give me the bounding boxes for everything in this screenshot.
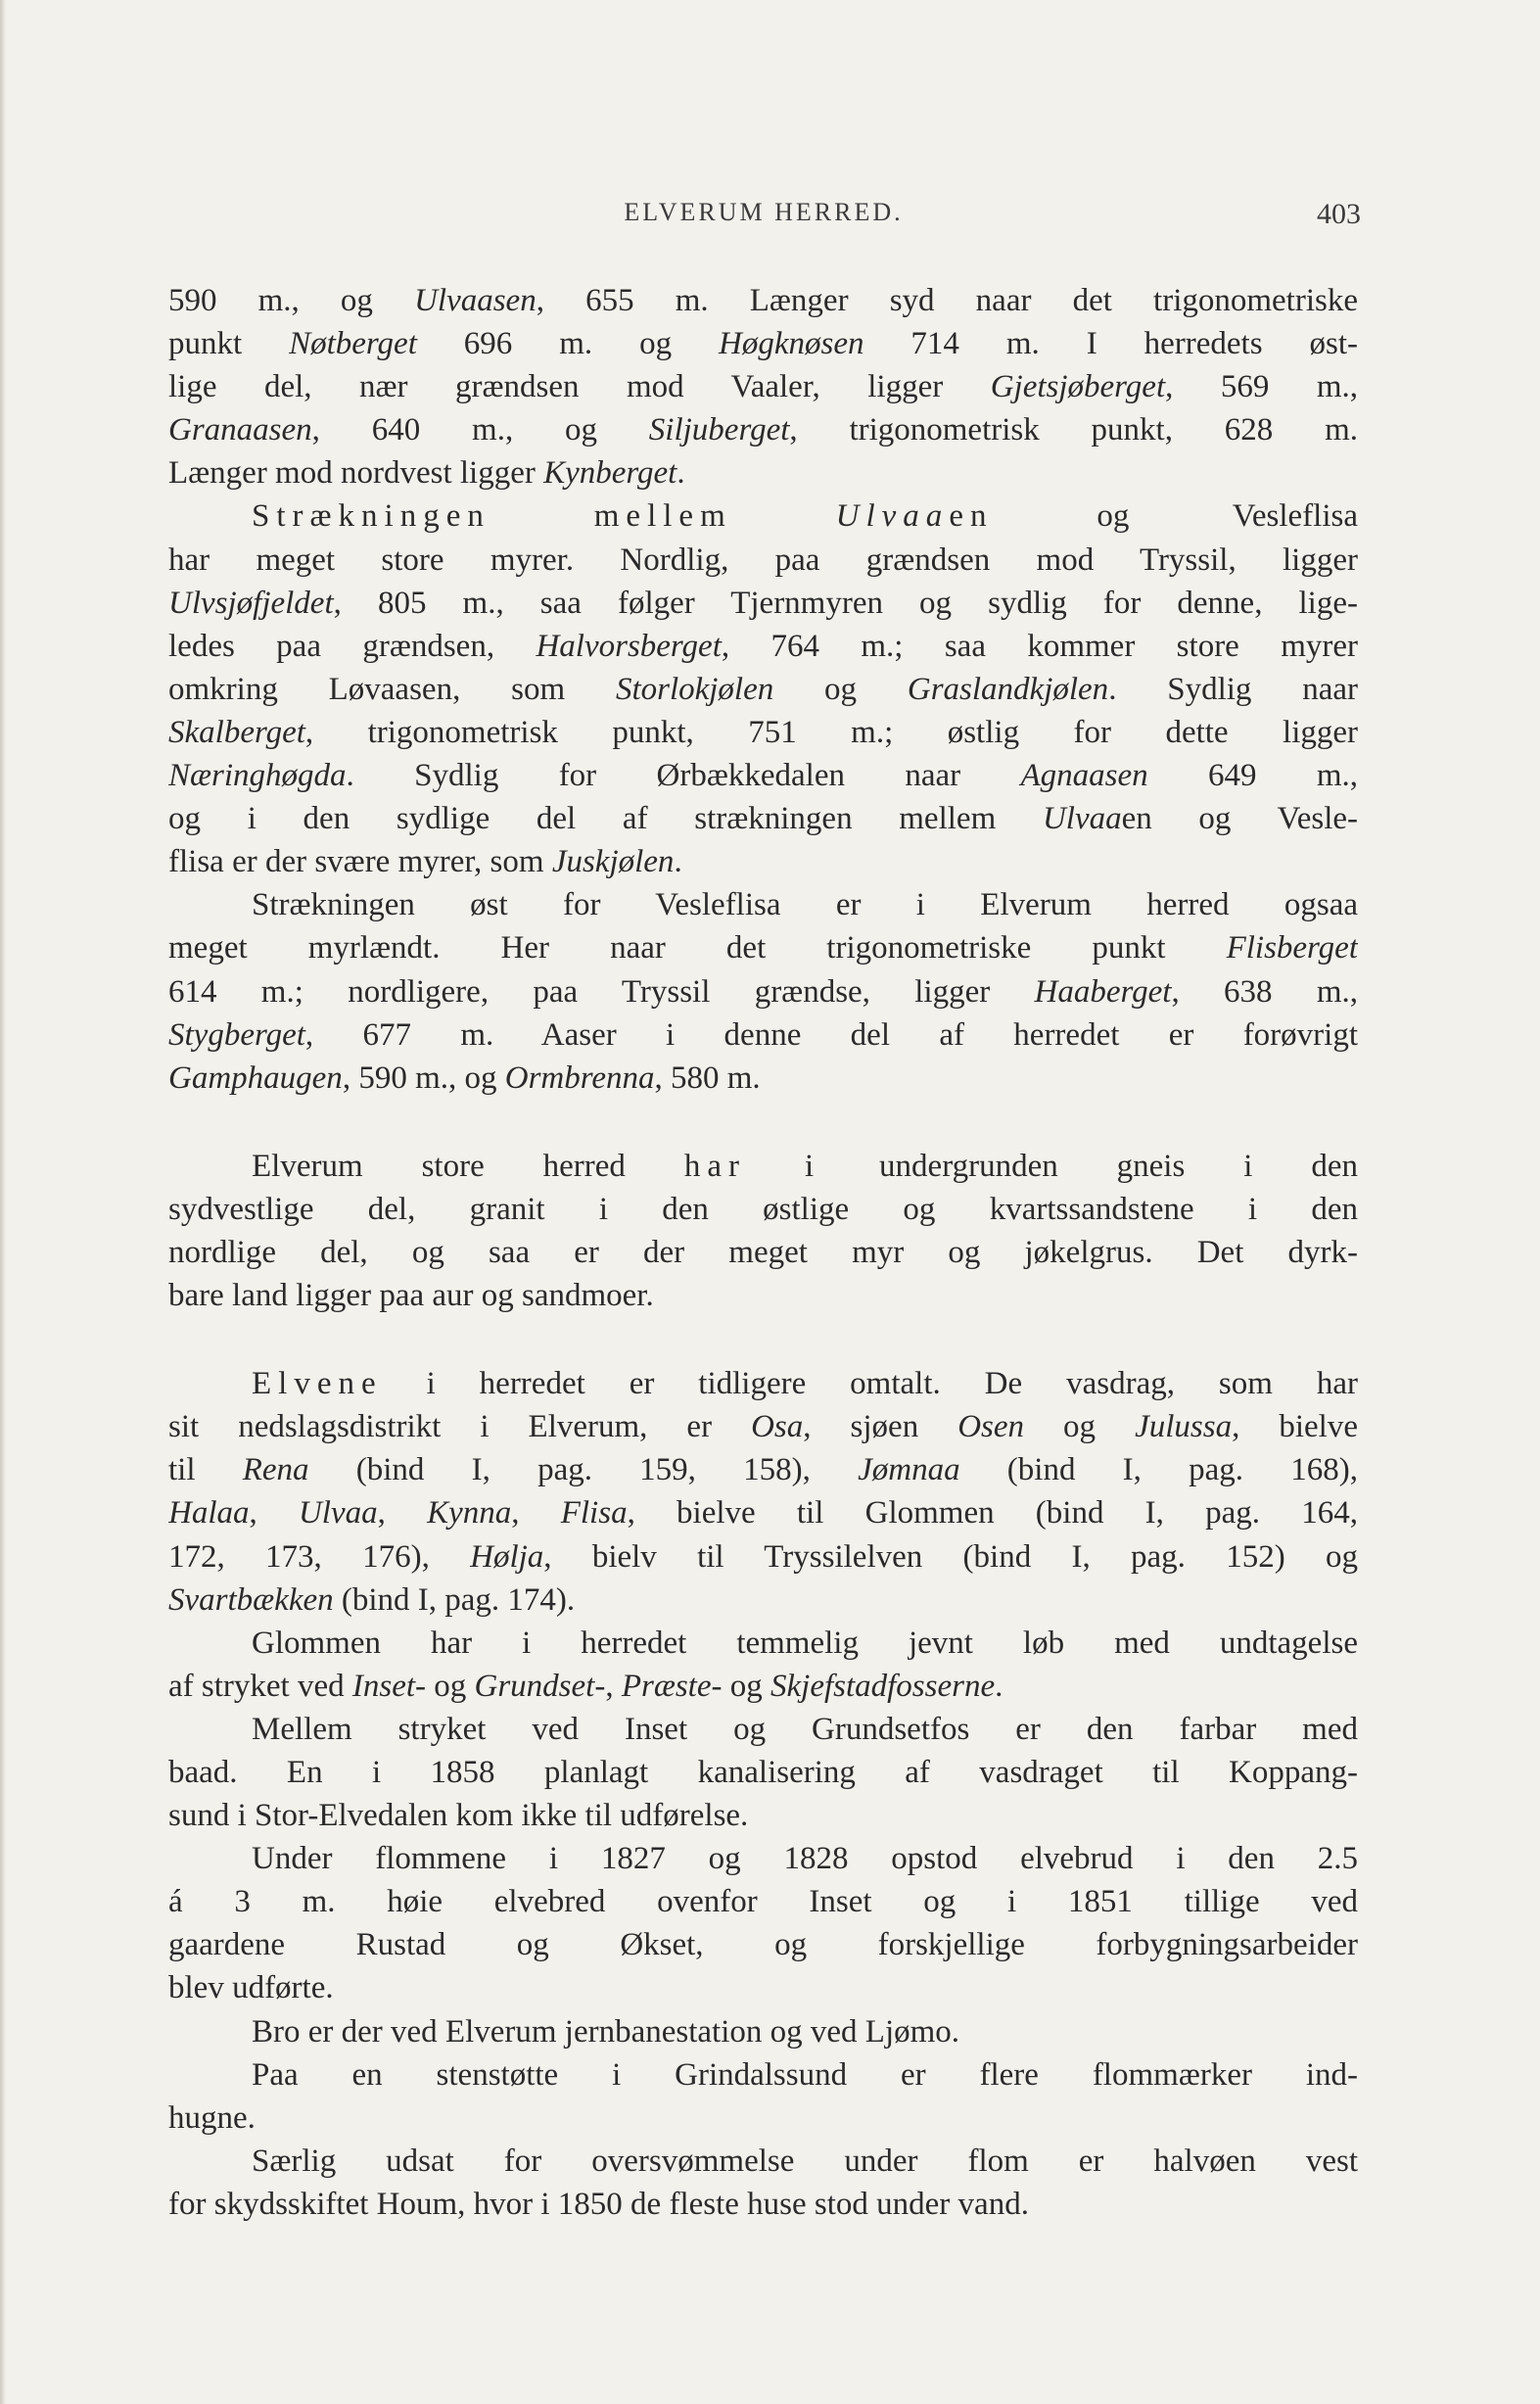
text-line: sit nedslagsdistrikt i Elverum, er Osa, sjøen Osen og Julussa, bielve	[168, 1409, 1358, 1445]
running-title: ELVERUM HERRED.	[624, 198, 904, 226]
text-line: Ulvsjøfjeldet, 805 m., saa følger Tjernmyren og sydlig for denne, lige-	[168, 585, 1358, 621]
running-header	[166, 198, 1361, 237]
text-line: meget myrlændt. Her naar det trigonometriske punkt Flisberget	[168, 930, 1358, 966]
page-edge-shadow	[0, 0, 6, 2404]
text-line: flisa er der svære myrer, som Juskjølen.	[168, 844, 682, 880]
text-line: omkring Løvaasen, som Storlokjølen og Graslandkjølen. Sydlig naar	[168, 671, 1358, 707]
text-line: Bro er der ved Elverum jernbanestation og ved Ljømo.	[252, 2013, 960, 2050]
text-line: Glommen har i herredet temmelig jevnt løb med undtagelse	[252, 1625, 1358, 1661]
text-line: 614 m.; nordligere, paa Tryssil grændse, ligger Haaberget, 638 m.,	[168, 973, 1358, 1010]
text-line: 172, 173, 176), Hølja, bielv til Tryssilelven (bind I, pag. 152) og	[168, 1538, 1358, 1575]
text-line: til Rena (bind I, pag. 159, 158), Jømnaa (bind I, pag. 168),	[168, 1452, 1358, 1488]
text-line: ledes paa grændsen, Halvorsberget, 764 m.; saa kommer store myrer	[168, 628, 1358, 664]
text-line: Gamphaugen, 590 m., og Ormbrenna, 580 m.	[168, 1060, 761, 1096]
text-line: Svartbækken (bind I, pag. 174).	[168, 1581, 576, 1618]
text-line: sydvestlige del, granit i den østlige og kvartssandstene i den	[168, 1191, 1358, 1227]
text-line: sund i Stor-Elvedalen kom ikke til udførelse.	[168, 1798, 749, 1834]
page-number: 403	[1317, 198, 1361, 230]
text-line: Elvene i herredet er tidligere omtalt. De vasdrag, som har	[252, 1366, 1358, 1402]
paragraph-gap	[168, 1100, 1358, 1145]
text-line: Længer mod nordvest ligger Kynberget.	[168, 455, 685, 492]
text-line: Skalberget, trigonometrisk punkt, 751 m.; østlig for dette ligger	[168, 714, 1358, 750]
text-line: Elverum store herred har i undergrunden gneis i den	[252, 1148, 1358, 1184]
text-line: Mellem stryket ved Inset og Grundsetfos er den farbar med	[252, 1711, 1358, 1747]
text-line: gaardene Rustad og Økset, og forskjellige forbygningsarbeider	[168, 1927, 1358, 1963]
text-line: Næringhøgda. Sydlig for Ørbækkedalen naar Agnaasen 649 m.,	[168, 758, 1358, 794]
text-line: Paa en stenstøtte i Grindalssund er flere flommærker ind-	[252, 2056, 1358, 2093]
text-line: 590 m., og Ulvaasen, 655 m. Længer syd naar det trigonometriske	[168, 283, 1358, 318]
text-line: Granaasen, 640 m., og Siljuberget, trigonometrisk punkt, 628 m.	[168, 412, 1358, 448]
text-line: Under flommene i 1827 og 1828 opstod elvebrud i den 2.5	[252, 1841, 1358, 1877]
text-line: Strækningen øst for Vesleflisa er i Elverum herred ogsaa	[252, 887, 1358, 923]
body-text	[168, 279, 1358, 2226]
text-line: Strækningen mellem Ulvaaen og Vesleflisa	[252, 498, 1358, 535]
text-line: punkt Nøtberget 696 m. og Høgknøsen 714 m. I herredets øst-	[168, 326, 1358, 362]
text-line: á 3 m. høie elvebred ovenfor Inset og i 1851 tillige ved	[168, 1884, 1358, 1920]
text-line: Stygberget, 677 m. Aaser i denne del af herredet er forøvrigt	[168, 1016, 1358, 1053]
text-line: for skydsskiftet Houm, hvor i 1850 de fleste huse stod under vand.	[168, 2186, 1029, 2222]
text-line: af stryket ved Inset- og Grundset-, Præste- og Skjefstadfosserne.	[168, 1668, 1003, 1704]
text-line: har meget store myrer. Nordlig, paa grændsen mod Tryssil, ligger	[168, 542, 1358, 578]
text-line: lige del, nær grændsen mod Vaaler, ligger Gjetsjøberget, 569 m.,	[168, 369, 1358, 405]
text-line: blev udførte.	[168, 1970, 334, 2006]
text-line: Særlig udsat for oversvømmelse under flom er halvøen vest	[252, 2143, 1358, 2179]
text-line: hugne.	[168, 2099, 256, 2136]
text-line: nordlige del, og saa er der meget myr og jøkelgrus. Det dyrk-	[168, 1234, 1358, 1270]
text-line: Halaa, Ulvaa, Kynna, Flisa, bielve til Glommen (bind I, pag. 164,	[168, 1495, 1358, 1532]
paragraph-gap	[168, 1317, 1358, 1362]
text-line: bare land ligger paa aur og sandmoer.	[168, 1278, 654, 1314]
text-line: baad. En i 1858 planlagt kanalisering af vasdraget til Koppang-	[168, 1755, 1358, 1790]
text-line: og i den sydlige del af strækningen mellem Ulvaaen og Vesle-	[168, 801, 1358, 837]
